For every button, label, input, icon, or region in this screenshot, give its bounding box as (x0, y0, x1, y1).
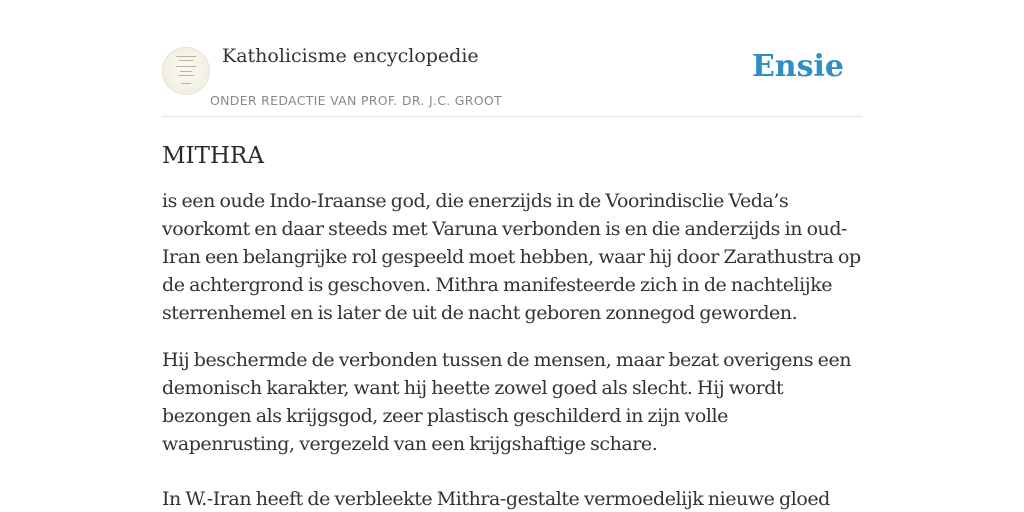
book-title-link[interactable]: Katholicisme encyclopedie (222, 45, 479, 67)
book-editor-text: ONDER REDACTIE VAN PROF. DR. J.C. GROOT (210, 93, 502, 108)
book-cover-thumbnail[interactable] (162, 47, 210, 95)
page (162, 0, 862, 512)
ensie-logo-link[interactable]: Ensie (751, 49, 844, 84)
header (162, 0, 862, 117)
article-title: MITHRA (162, 143, 264, 169)
article-paragraph-3: In W.-Iran heeft de verbleekte Mithra-gestalte vermoedelijk nieuwe gloed (162, 488, 830, 510)
article-paragraph-1: is een oude Indo-Iraanse god, die enerzijds in de Voorindisclie Veda’s voorkomt en daar steeds met Varuna verbonden is en die anderzijds in oud-Iran een belangrijke rol gespeeld moet hebben, waar hij door Zarathustra op de achtergrond is geschoven. Mithra manifesteerde zich in de nachtelijke sterrenhemel en is later de uit de nacht geboren zonnegod geworden. (162, 190, 861, 324)
article-paragraph-2: Hij beschermde de verbonden tussen de mensen, maar bezat overigens een demonisch karakter, want hij heette zowel goed als slecht. Hij wordt bezongen als krijgsgod, zeer plastisch geschilderd in zijn volle wapenrusting, vergezeld van een krijgshaftige schare. (162, 349, 852, 455)
